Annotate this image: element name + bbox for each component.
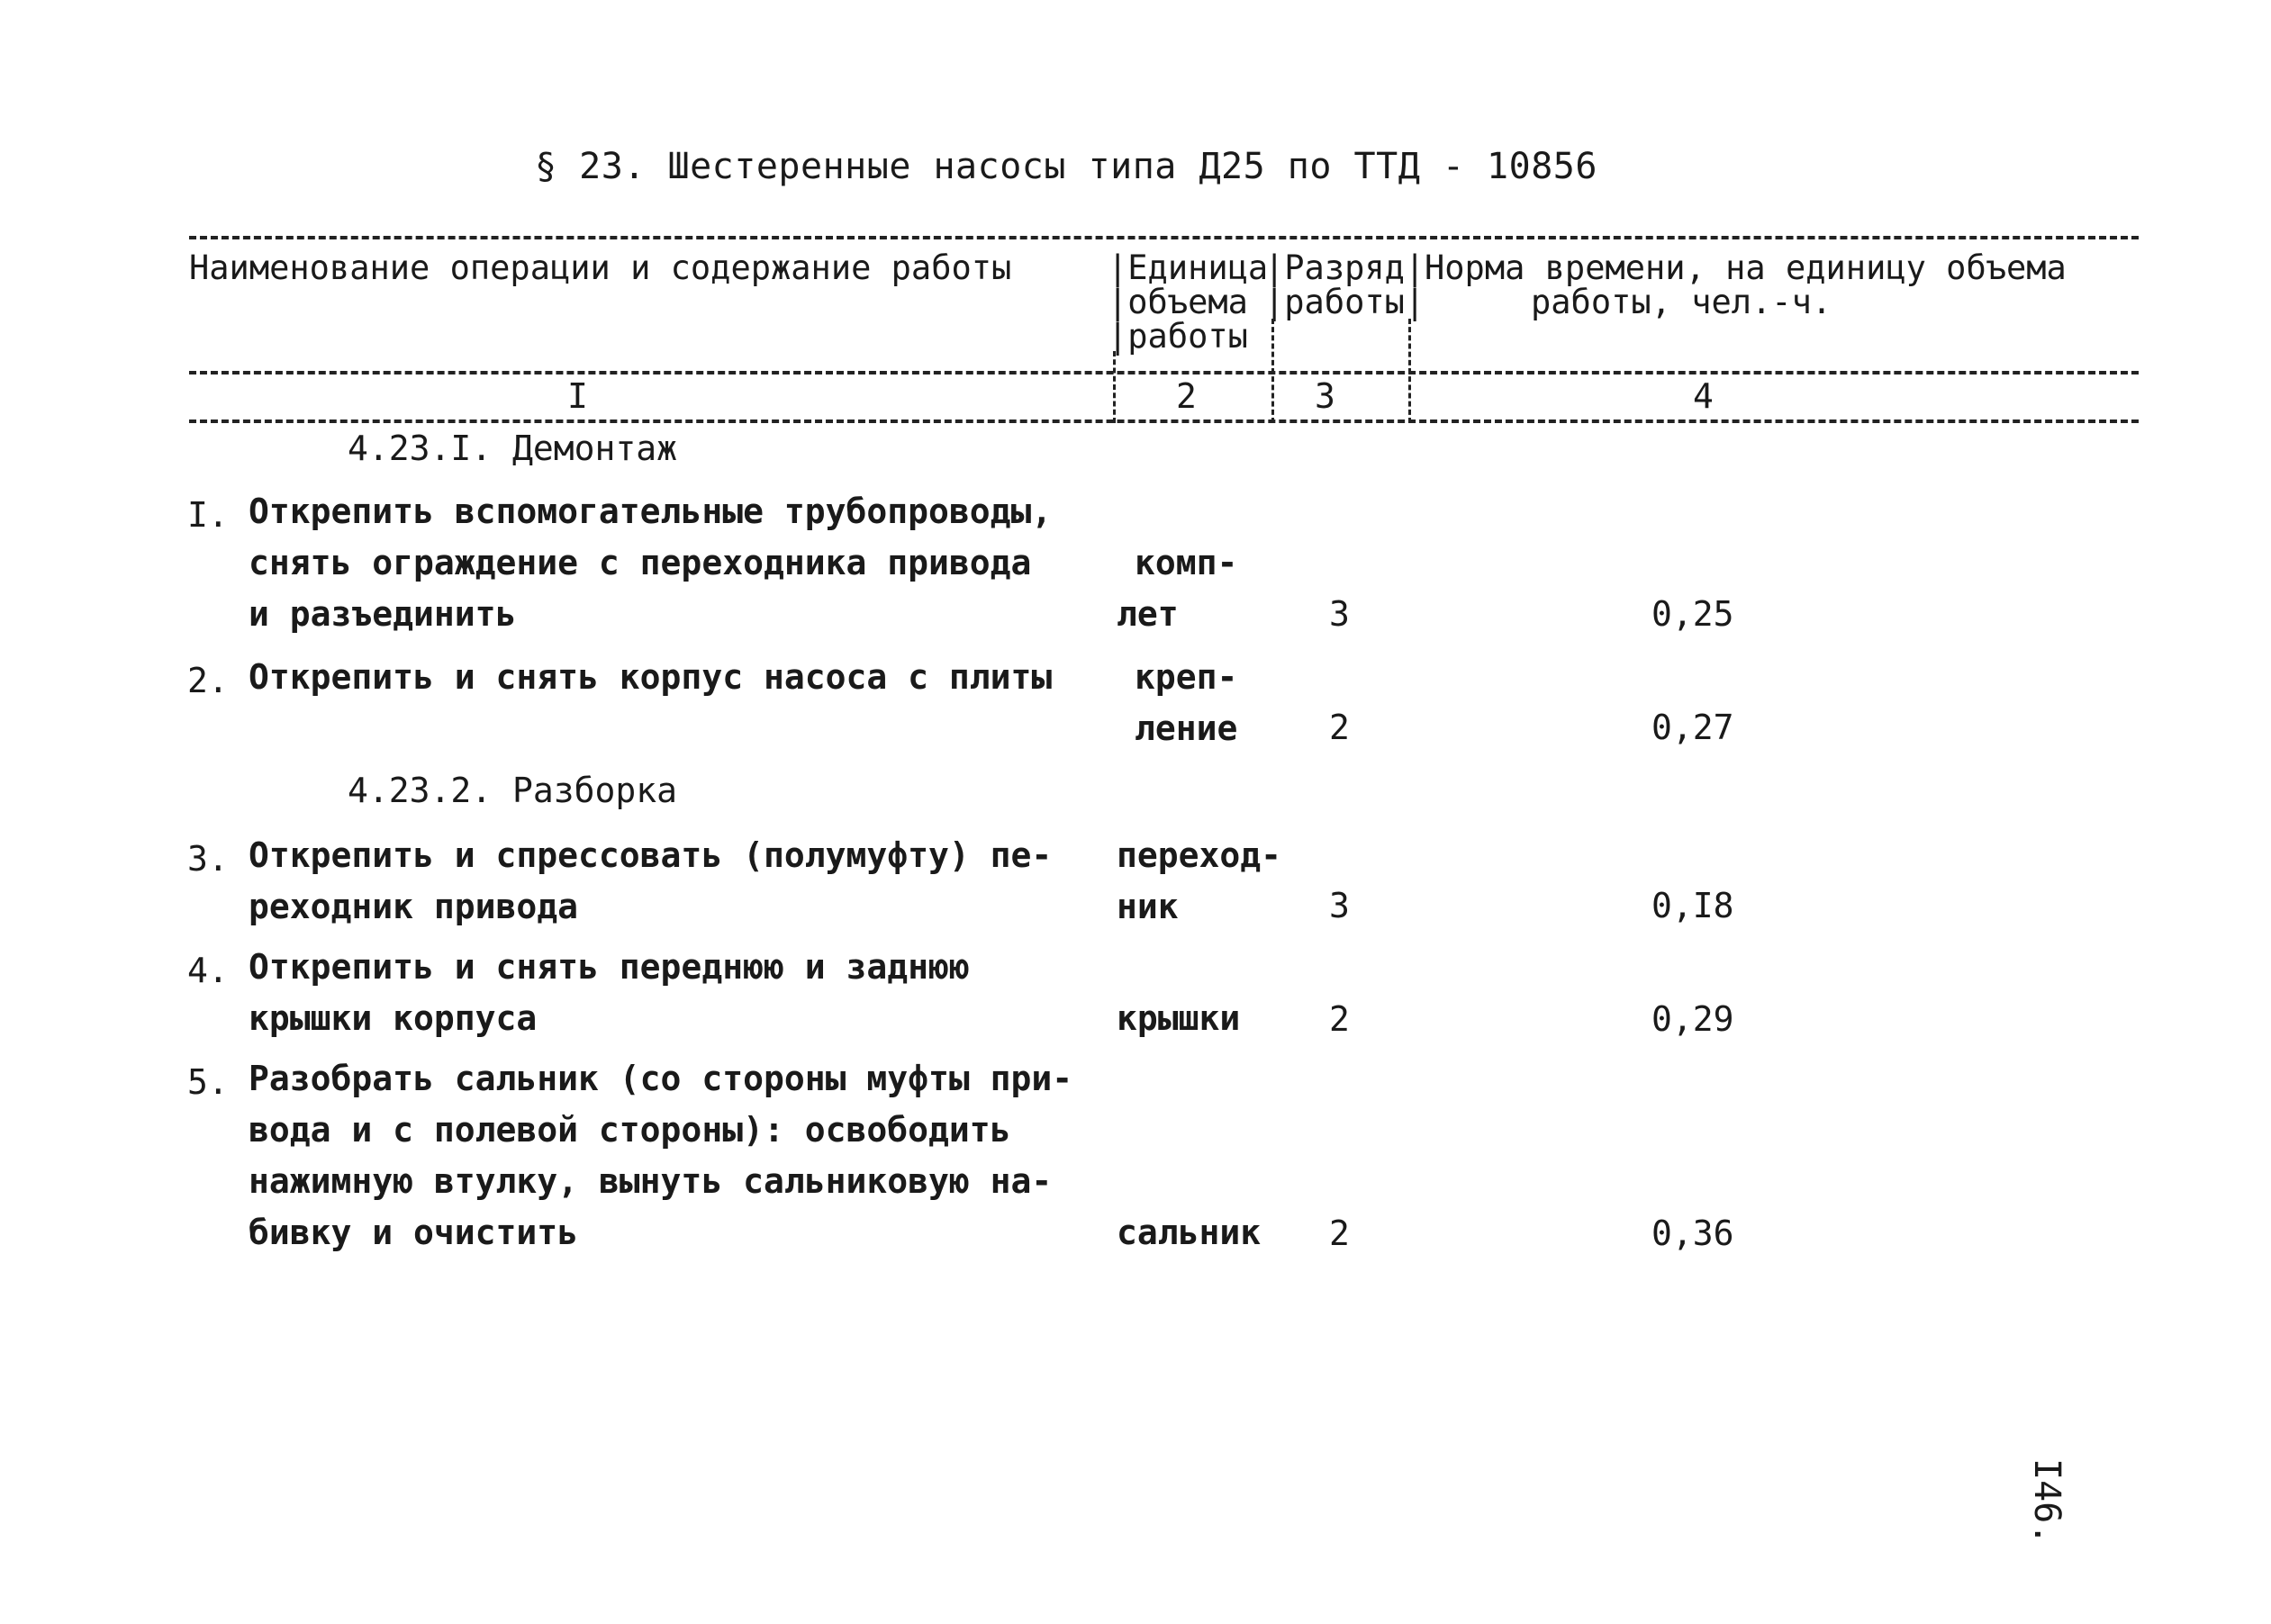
table-header-rule <box>189 371 2139 374</box>
header-col-norm-2: работы, чел.-ч. <box>1531 283 1832 321</box>
header-col-grade-1: |Разряд| <box>1264 248 1425 287</box>
page-number: I46. <box>2026 1458 2067 1546</box>
grade-value: 2 <box>1329 1213 1350 1253</box>
header-col-unit-1: |Единица <box>1108 248 1269 287</box>
unit-text: крышки <box>1117 998 1241 1038</box>
row-number: 5. <box>187 1062 229 1102</box>
norm-value: 0,I8 <box>1651 886 1734 925</box>
operation-text: Открепить и снять корпус насоса с плиты <box>249 657 1053 697</box>
norm-value: 0,36 <box>1651 1213 1734 1253</box>
column-number-2: 2 <box>1176 376 1197 416</box>
norm-value: 0,29 <box>1651 999 1734 1039</box>
header-col-unit-2: |объема <box>1108 283 1248 321</box>
grade-value: 3 <box>1329 886 1350 925</box>
header-divider-1 <box>1113 351 1116 423</box>
row-number: 3. <box>187 839 229 879</box>
header-col-unit-3: |работы <box>1108 317 1248 356</box>
operation-text: Открепить вспомогательные трубопроводы, снять ограждение с переходника привода и разъединить <box>249 492 1053 634</box>
row-number: I. <box>187 495 229 535</box>
column-number-4: 4 <box>1693 376 1714 416</box>
operation-text: Открепить и спрессовать (полумуфту) пе- реходник привода <box>249 835 1053 926</box>
unit-text: комп- лет <box>1117 543 1238 634</box>
section-heading-disassembly: 4.23.2. Разборка <box>348 771 678 810</box>
page-title: § 23. Шестеренные насосы типа Д25 по ТТД - 10856 <box>535 146 1597 187</box>
norm-value: 0,27 <box>1651 708 1734 747</box>
header-col-norm-1: Норма времени, на единицу объема <box>1425 248 2067 287</box>
table-numbers-rule <box>189 420 2139 423</box>
row-number: 4. <box>187 951 229 990</box>
row-number: 2. <box>187 661 229 700</box>
header-col-grade-2: |работы| <box>1264 283 1425 321</box>
grade-value: 3 <box>1329 594 1350 634</box>
unit-text: креп- ление <box>1135 657 1238 748</box>
column-number-1: I <box>567 376 588 416</box>
unit-text: переход- ник <box>1117 835 1282 926</box>
norm-value: 0,25 <box>1651 594 1734 634</box>
column-number-3: 3 <box>1315 376 1335 416</box>
header-col-operation: Наименование операции и содержание работы <box>189 248 1012 287</box>
unit-text: сальник <box>1117 1213 1262 1252</box>
table-top-rule <box>189 236 2139 239</box>
operation-text: Открепить и снять переднюю и заднюю крышки корпуса <box>249 947 970 1038</box>
operation-text: Разобрать сальник (со стороны муфты при- вода и с полевой стороны): освободить нажимную втулку, вынуть сальниковую на- бивку и очистить <box>249 1059 1073 1252</box>
grade-value: 2 <box>1329 708 1350 747</box>
section-heading-dismantling: 4.23.I. Демонтаж <box>348 429 678 468</box>
grade-value: 2 <box>1329 999 1350 1039</box>
